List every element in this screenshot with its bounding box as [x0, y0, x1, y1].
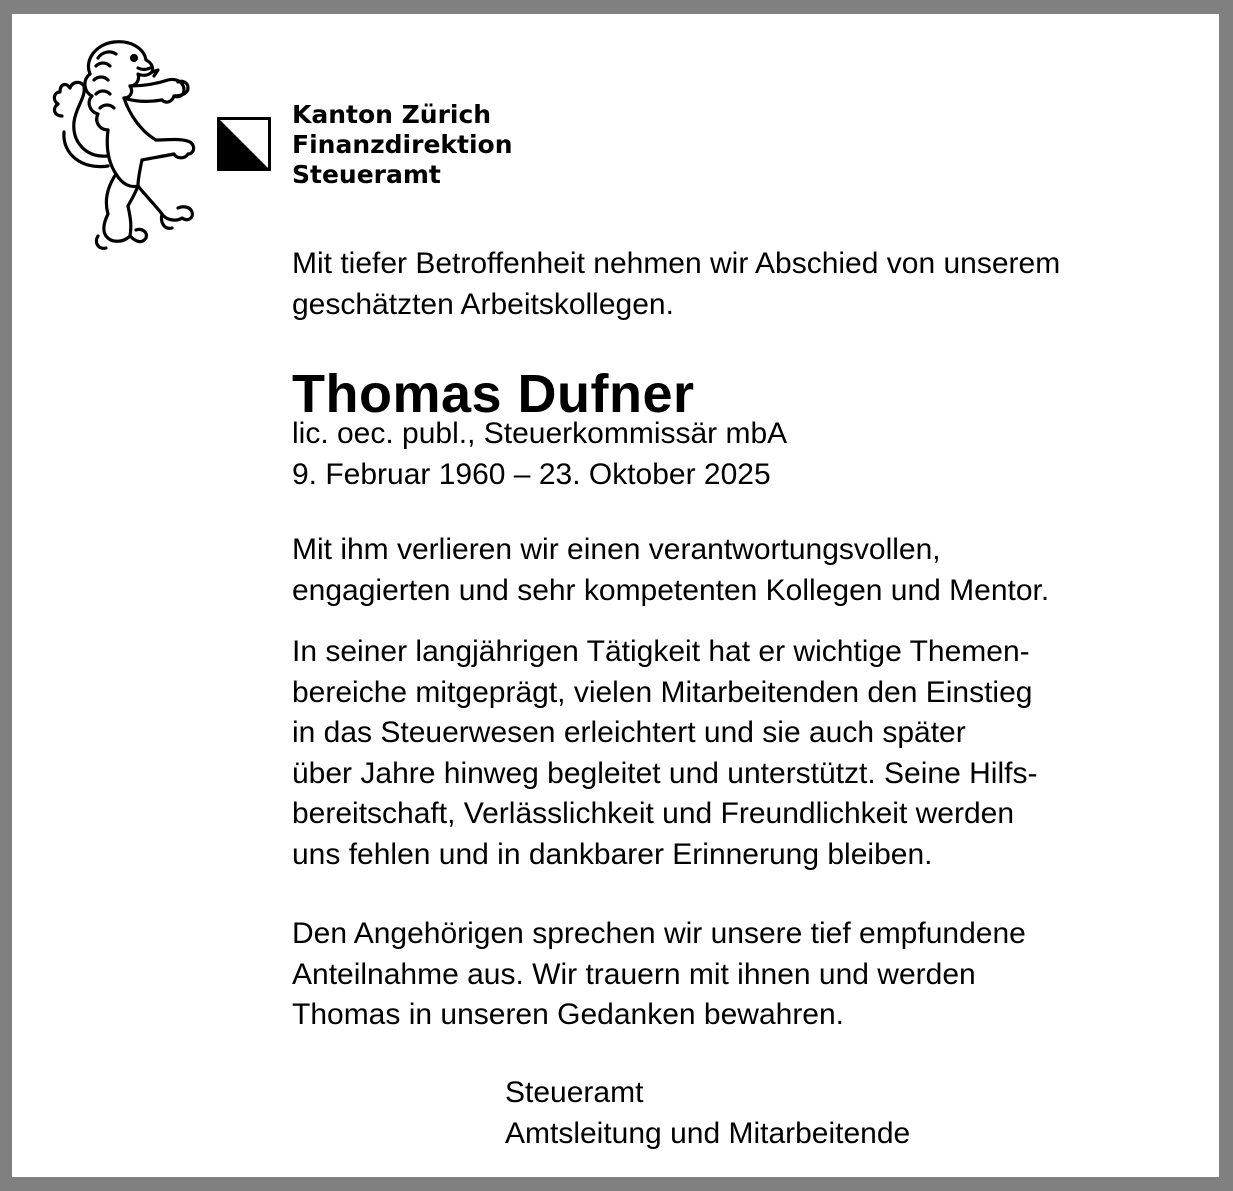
zurich-flag-icon	[217, 117, 271, 171]
organisation-directorate: Finanzdirektion	[292, 130, 513, 159]
obituary-notice	[12, 14, 1219, 1177]
paragraph-line: Anteilnahme aus. Wir trauern mit ihnen und werden	[292, 957, 976, 991]
intro-line: Mit tiefer Betroffenheit nehmen wir Abschied von unserem	[292, 247, 1061, 280]
paragraph-line: bereitschaft, Verlässlichkeit und Freundlichkeit werden	[292, 797, 1015, 830]
signature-staff: Amtsleitung und Mitarbeitende	[505, 1117, 911, 1150]
organisation-header	[292, 100, 513, 190]
deceased-name: Thomas Dufner	[292, 364, 695, 424]
signature-office: Steueramt	[505, 1076, 644, 1109]
paragraph-line: uns fehlen und in dankbarer Erinnerung bleiben.	[292, 837, 933, 871]
paragraph-condolence	[292, 914, 1026, 1036]
paragraph-line: Den Angehörigen sprechen wir unsere tief empfundene	[292, 917, 1026, 950]
zurich-lion-icon	[38, 36, 208, 258]
deceased-details	[292, 414, 787, 495]
paragraph-line: bereiche mitgeprägt, vielen Mitarbeitenden den Einstieg	[292, 675, 1033, 709]
deceased-dates: 9. Februar 1960 – 23. Oktober 2025	[292, 457, 771, 491]
paragraph-tribute	[292, 632, 1037, 875]
paragraph-line: in das Steuerwesen erleichtert und sie auch später	[292, 716, 966, 749]
deceased-title: lic. oec. publ., Steuerkommissär mbA	[292, 417, 788, 450]
intro-text	[292, 244, 1202, 325]
intro-line: geschätzten Arbeitskollegen.	[292, 287, 674, 321]
paragraph-line: Thomas in unseren Gedanken bewahren.	[292, 998, 845, 1031]
paragraph-loss	[292, 530, 1049, 611]
paragraph-line: engagierten und sehr kompetenten Kollegen und Mentor.	[292, 573, 1050, 607]
organisation-office: Steueramt	[292, 160, 441, 189]
paragraph-line: Mit ihm verlieren wir einen verantwortungsvollen,	[292, 533, 941, 566]
paragraph-line: über Jahre hinweg begleitet und unterstützt. Seine Hilfs-	[292, 756, 1038, 790]
signature	[505, 1072, 910, 1154]
organisation-canton: Kanton Zürich	[292, 100, 492, 129]
paragraph-line: In seiner langjährigen Tätigkeit hat er wichtige Themen-	[292, 635, 1030, 668]
